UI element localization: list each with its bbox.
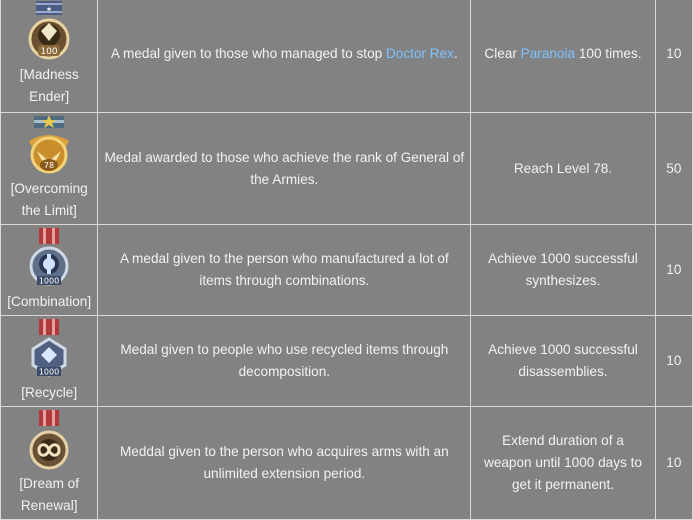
- requirement-cell: Clear Paranoia 100 times.: [471, 0, 655, 113]
- description-cell: Medal awarded to those who achieve the rank of General of the Armies.: [98, 113, 471, 225]
- points-cell: 10: [655, 407, 692, 520]
- medal-cell: [1, 113, 98, 225]
- doctor-rex-link[interactable]: Doctor Rex: [385, 46, 454, 61]
- description-cell: A medal given to those who managed to stop Doctor Rex.: [98, 0, 471, 113]
- medal-name: [Dream of Renewal]: [19, 475, 80, 513]
- table-row: [1, 225, 693, 316]
- table-row: [1, 407, 693, 520]
- medal-cell: [1, 407, 98, 520]
- combination-medal-icon: [21, 228, 77, 290]
- description-cell: Meddal given to the person who acquires arms with an unlimited extension period.: [98, 407, 471, 520]
- madness-ender-medal-icon: [21, 1, 77, 63]
- medal-name: [Overcoming the Limit]: [10, 181, 88, 218]
- description-cell: A medal given to the person who manufactured a lot of items through combinations.: [98, 225, 471, 316]
- points-cell: 10: [655, 0, 692, 113]
- requirement-cell: Achieve 1000 successful disassemblies.: [471, 316, 655, 407]
- recycle-medal-icon: [21, 319, 77, 381]
- points-cell: 10: [655, 225, 692, 316]
- requirement-cell: Achieve 1000 successful synthesizes.: [471, 225, 655, 316]
- points-cell: 50: [655, 113, 692, 225]
- requirement-cell: Extend duration of a weapon until 1000 days to get it permanent.: [471, 407, 655, 520]
- medal-cell: [1, 225, 98, 316]
- paranoia-link[interactable]: Paranoia: [520, 46, 576, 61]
- medal-badge-number: 1000: [39, 276, 60, 285]
- dream-of-renewal-medal-icon: [21, 410, 77, 472]
- table-row: [1, 113, 693, 225]
- description-cell: Medal given to people who use recycled items through decomposition.: [98, 316, 471, 407]
- medal-badge-number: 100: [40, 46, 58, 57]
- table-row: [1, 0, 693, 113]
- medal-name: [Combination]: [7, 293, 92, 309]
- medal-name: [Madness Ender]: [19, 66, 79, 104]
- medal-badge-number: 1000: [39, 367, 60, 376]
- points-cell: 10: [655, 316, 692, 407]
- medal-badge-number: 78: [44, 161, 55, 170]
- table-row: [1, 316, 693, 407]
- overcoming-the-limit-medal-icon: [21, 115, 77, 177]
- medal-cell: [1, 0, 98, 113]
- medal-cell: [1, 316, 98, 407]
- svg-text:✶: ✶: [45, 4, 53, 14]
- medal-name: [Recycle]: [21, 384, 78, 400]
- requirement-cell: Reach Level 78.: [471, 113, 655, 225]
